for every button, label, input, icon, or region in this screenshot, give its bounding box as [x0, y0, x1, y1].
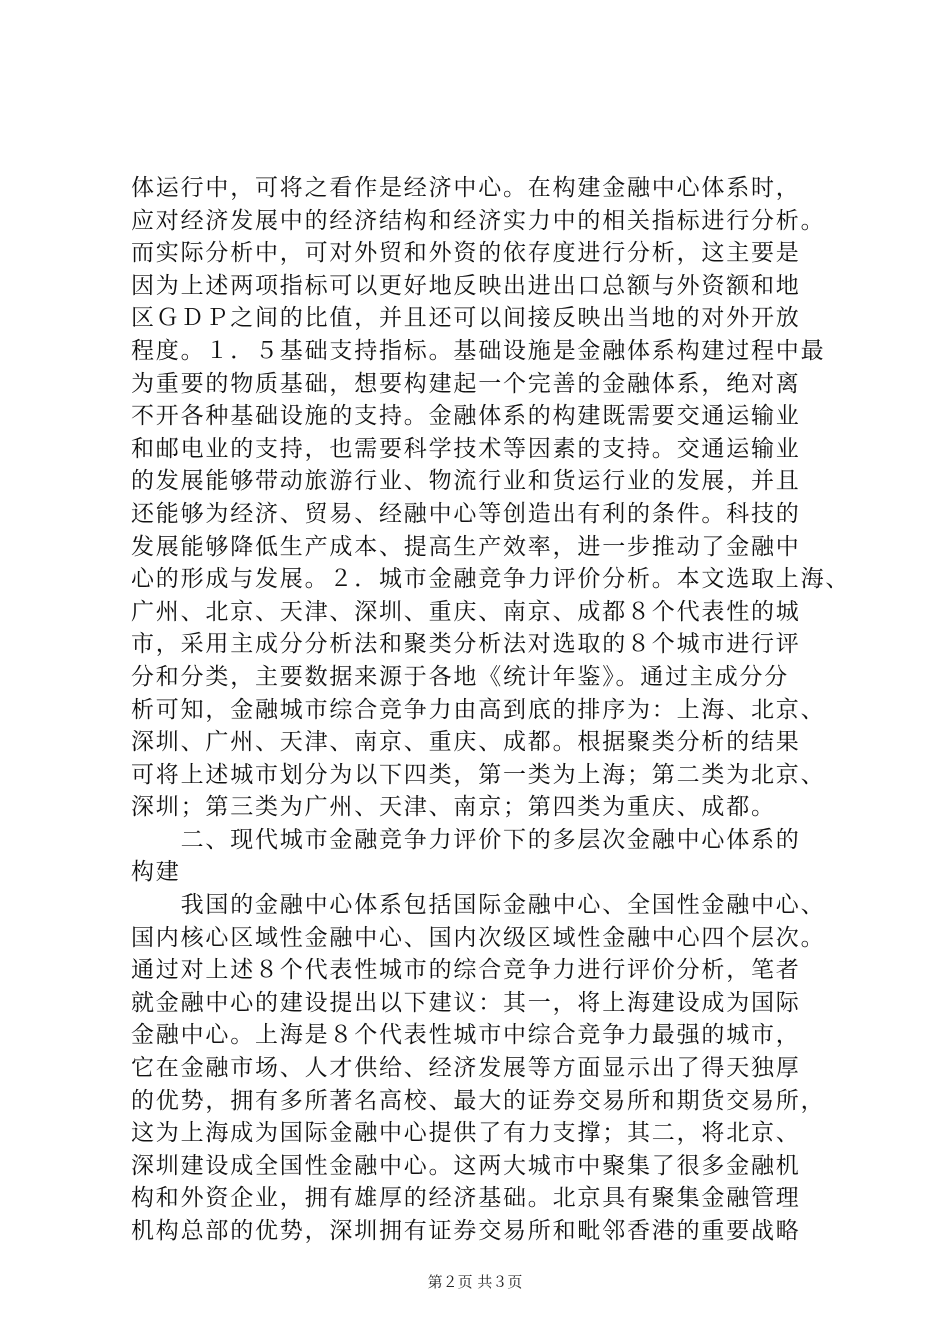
text-line: 深圳；第三类为广州、天津、南京；第四类为重庆、成都。 [131, 794, 776, 821]
text-line: 这为上海成为国际金融中心提供了有力支撑；其二，将北京、 [131, 1120, 801, 1147]
text-line: 通过对上述８个代表性城市的综合竞争力进行评价分析，笔者 [131, 957, 801, 984]
text-line: 心的形成与发展。２．城市金融竞争力评价分析。本文选取上海、 [131, 566, 851, 593]
text-line: 深圳、广州、天津、南京、重庆、成都。根据聚类分析的结果 [131, 729, 801, 756]
text-line: 构和外资企业，拥有雄厚的经济基础。北京具有聚集金融管理 [131, 1185, 801, 1212]
section-heading: 二、现代城市金融竞争力评价下的多层次金融中心体系的 [131, 826, 801, 853]
text-line: 我国的金融中心体系包括国际金融中心、全国性金融中心、 [131, 892, 826, 919]
text-line: 程度。１．５基础支持指标。基础设施是金融体系构建过程中最 [131, 337, 826, 364]
text-line: 金融中心。上海是８个代表性城市中综合竞争力最强的城市， [131, 1022, 801, 1049]
text-line: 国内核心区域性金融中心、国内次级区域性金融中心四个层次。 [131, 924, 826, 951]
text-line: 可将上述城市划分为以下四类，第一类为上海；第二类为北京、 [131, 761, 826, 788]
text-line: 它在金融市场、人才供给、经济发展等方面显示出了得天独厚 [131, 1055, 801, 1082]
text-line: 区ＧＤＰ之间的比值，并且还可以间接反映出当地的对外开放 [131, 305, 801, 332]
text-line: 的优势，拥有多所著名高校、最大的证券交易所和期货交易所， [131, 1087, 826, 1114]
text-line: 深圳建设成全国性金融中心。这两大城市中聚集了很多金融机 [131, 1152, 801, 1179]
text-line: 就金融中心的建设提出以下建议：其一，将上海建设成为国际 [131, 989, 801, 1016]
text-line: 而实际分析中，可对外贸和外资的依存度进行分析，这主要是 [131, 240, 801, 267]
text-line: 机构总部的优势，深圳拥有证券交易所和毗邻香港的重要战略 [131, 1218, 801, 1244]
text-line: 体运行中，可将之看作是经济中心。在构建金融中心体系时， [131, 175, 801, 201]
text-line: 发展能够降低生产成本、提高生产效率，进一步推动了金融中 [131, 533, 801, 560]
section-heading-continued: 构建 [131, 859, 181, 886]
text-line: 和邮电业的支持，也需要科学技术等因素的支持。交通运输业 [131, 435, 801, 462]
text-line: 分和分类，主要数据来源于各地《统计年鉴》。通过主成分分 [131, 663, 790, 690]
text-line: 还能够为经济、贸易、经融中心等创造出有利的条件。科技的 [131, 500, 801, 527]
text-line: 市，采用主成分分析法和聚类分析法对选取的８个城市进行评 [131, 631, 801, 658]
text-line: 广州、北京、天津、深圳、重庆、南京、成都８个代表性的城 [131, 598, 801, 625]
text-line: 应对经济发展中的经济结构和经济实力中的相关指标进行分析。 [131, 207, 826, 234]
text-line: 的发展能够带动旅游行业、物流行业和货运行业的发展，并且 [131, 468, 801, 495]
text-line: 不开各种基础设施的支持。金融体系的构建既需要交通运输业 [131, 403, 801, 430]
text-line: 析可知，金融城市综合竞争力由高到底的排序为：上海、北京、 [131, 696, 826, 723]
text-line: 为重要的物质基础，想要构建起一个完善的金融体系，绝对离 [131, 370, 801, 397]
text-line: 因为上述两项指标可以更好地反映出进出口总额与外资额和地 [131, 272, 801, 299]
body-text [131, 172, 851, 1248]
page-number-footer: 第２页 共３页 [427, 1273, 523, 1291]
